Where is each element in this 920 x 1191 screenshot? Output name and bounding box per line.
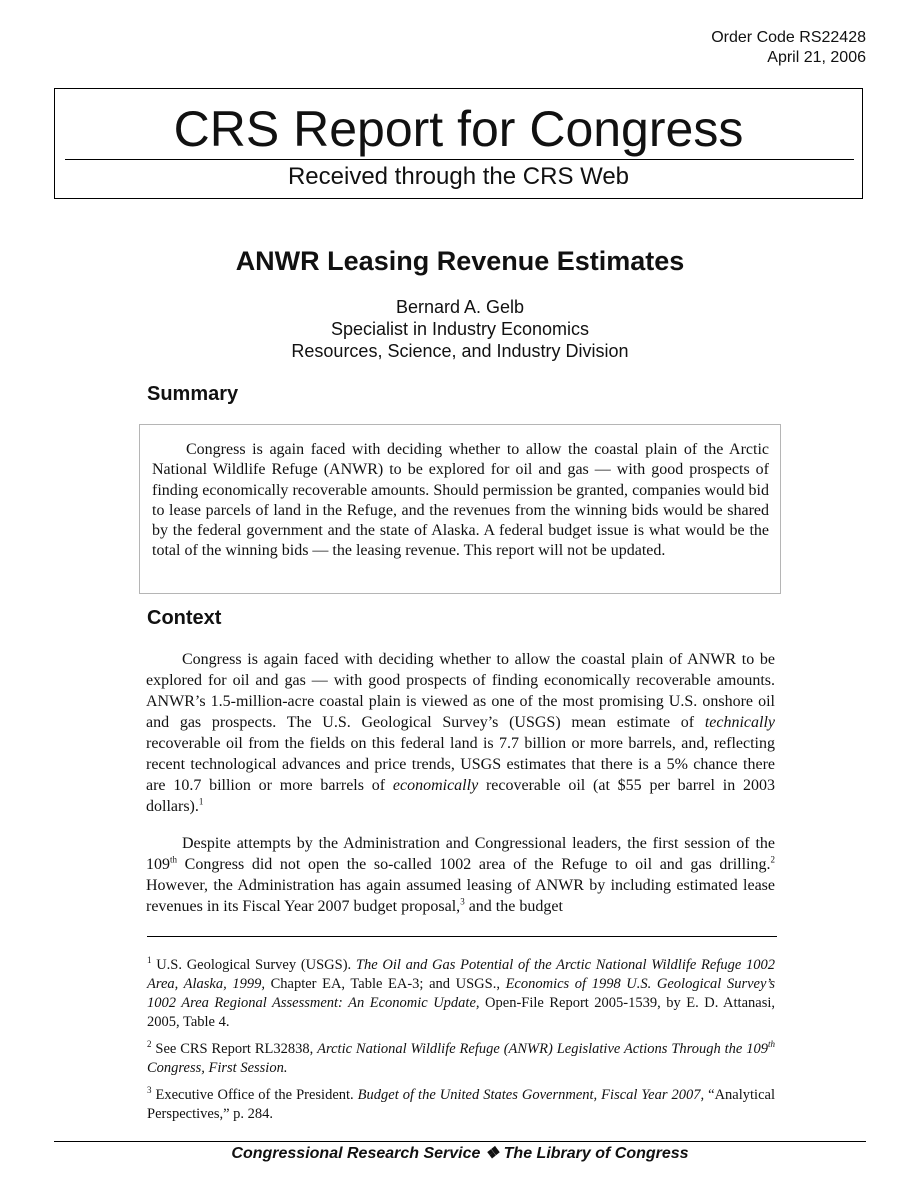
- report-date: April 21, 2006: [767, 49, 866, 66]
- context-p2-text-a: Despite attempts by the Administration and Congressional leaders, the first session of the 109: [146, 835, 775, 873]
- footnote-2-text-a: See CRS Report RL32838,: [151, 1041, 318, 1057]
- footer-divider: [54, 1141, 866, 1142]
- footnote-2: [147, 1040, 775, 1078]
- footnote-ref-2[interactable]: 2: [770, 854, 775, 865]
- footnote-3-text-a: Executive Office of the President.: [151, 1087, 358, 1103]
- footnote-divider: [147, 936, 777, 937]
- context-p1-emphasis-economically: economically: [392, 777, 479, 794]
- footnote-2-title: Arctic National Wildlife Refuge (ANWR) Legislative Actions Through the 109: [317, 1041, 768, 1057]
- context-p1-text-a: Congress is again faced with deciding whether to allow the coastal plain of ANWR to be explored for oil and gas — with good prospects of finding economically recoverable amounts. ANWR’s 1.5-million-acre coastal plain is viewed as one of the most promising U.S. onshore oil and gas prospects. The U.S. Geological Survey’s (USGS) mean estimate of: [146, 651, 775, 731]
- banner-title: CRS Report for Congress: [173, 101, 744, 157]
- footnote-3-title: Budget of the United States Government, Fiscal Year 2007,: [357, 1087, 705, 1103]
- crs-banner: [54, 88, 863, 199]
- footnote-2-number: 2: [147, 1039, 152, 1050]
- context-p2-text-c: However, the Administration has again assumed leasing of ANWR by including estimated lease revenues in its Fiscal Year 2007 budget proposal,: [146, 877, 775, 915]
- context-heading: Context: [147, 607, 222, 629]
- banner-divider: [65, 159, 854, 160]
- context-p1-emphasis-technically: technically: [704, 714, 775, 731]
- footnote-1-number: 1: [147, 955, 152, 966]
- footnote-1-text-c: Open-File Report 2005-1539, by E. D. Attanasi, 2005, Table 4.: [147, 995, 776, 1030]
- footnote-1-title-2: Economics of 1998 U.S. Geological Survey’s 1002 Area Regional Assessment: An Economic Update,: [147, 976, 775, 1011]
- footnote-3-text-b: “Analytical Perspectives,” p. 284.: [147, 1087, 775, 1122]
- order-info: [711, 28, 866, 68]
- footnote-ref-3[interactable]: 3: [460, 896, 465, 907]
- summary-text: Congress is again faced with deciding whether to allow the coastal plain of the Arctic National Wildlife Refuge (ANWR) to be explored for oil and gas — with good prospects of finding economically recoverable amounts. Should permission be granted, companies would bid to lease parcels of land in the Refuge, and the revenues from the winning bids would be shared by the federal government and the state of Alaska. A federal budget issue is what would be the total of the winning bids — the leasing revenue. This report will not be updated.: [152, 441, 769, 560]
- context-paragraph-1: [146, 649, 775, 817]
- context-p1-text-b: recoverable oil from the fields on this federal land is 7.7 billion or more barrels, and, reflecting recent technological advances and price trends, USGS estimates that there is a 5% chance there are 10.7 billion or more barrels of: [146, 735, 775, 794]
- summary-heading: Summary: [147, 383, 239, 405]
- author-role: Specialist in Industry Economics: [330, 319, 590, 339]
- context-p1-text-c: recoverable oil (at $55 per barrel in 2003 dollars).: [146, 777, 776, 815]
- ordinal-suffix: th: [170, 854, 178, 865]
- document-title: ANWR Leasing Revenue Estimates: [235, 246, 685, 276]
- footnote-3: [147, 1086, 775, 1124]
- page-footer: Congressional Research Service ❖ The Library of Congress: [231, 1145, 689, 1162]
- order-code: Order Code RS22428: [711, 29, 866, 46]
- context-paragraph-2: [146, 833, 775, 917]
- context-p2-text-b: Congress did not open the so-called 1002 area of the Refuge to oil and gas drilling.: [177, 856, 771, 873]
- footnote-1-text-a: U.S. Geological Survey (USGS).: [151, 957, 356, 973]
- footnote-1: [147, 956, 775, 1032]
- footnote-1-title-1: The Oil and Gas Potential of the Arctic National Wildlife Refuge 1002 Area, Alaska, 1999,: [147, 957, 775, 992]
- footnote-1-text-b: Chapter EA, Table EA-3; and USGS.,: [264, 976, 506, 992]
- author-name: Bernard A. Gelb: [395, 297, 525, 317]
- footnote-2-title-end: Congress, First Session.: [147, 1060, 288, 1076]
- banner-subtitle: Received through the CRS Web: [287, 163, 630, 190]
- author-division: Resources, Science, and Industry Division: [291, 341, 629, 361]
- footnote-ref-1[interactable]: 1: [198, 796, 204, 807]
- footnote-3-number: 3: [147, 1085, 152, 1096]
- footnote-2-ordinal-suffix: th: [767, 1039, 775, 1050]
- context-p2-text-d: and the budget: [464, 898, 563, 915]
- author-block: [0, 296, 920, 362]
